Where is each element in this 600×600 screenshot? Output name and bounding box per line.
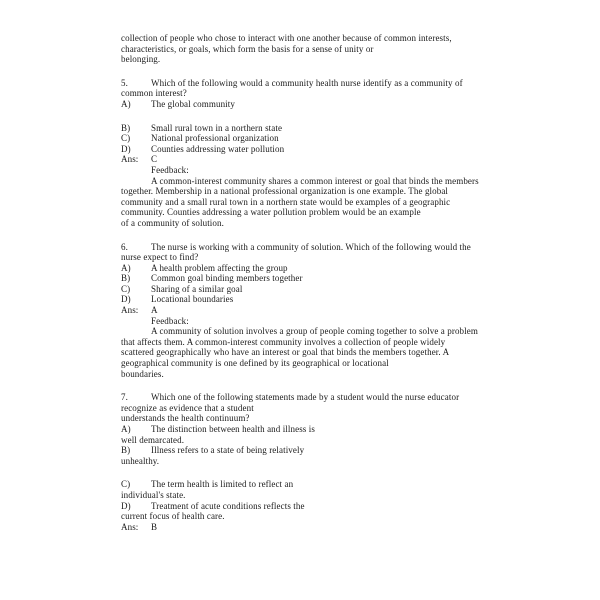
line-text: Illness refers to a state of being relatively [151, 445, 305, 456]
line-label: Ans: [121, 521, 139, 532]
line-text: Which one of the following statements made by a student would the nurse educator [151, 392, 460, 403]
line-text: Small rural town in a northern state [151, 122, 283, 133]
line-text: C [151, 154, 158, 165]
line-text: community and a small rural town in a northern state would be examples of a geographic [121, 196, 451, 207]
text-line [121, 326, 487, 337]
text-line [121, 316, 487, 327]
line-text: current focus of health care. [121, 511, 225, 522]
labeled-line [121, 133, 487, 144]
line-text: Treatment of acute conditions reflects the [151, 500, 305, 511]
line-text: The term health is limited to reflect an [151, 479, 294, 490]
labeled-line [121, 479, 487, 490]
text-line [121, 54, 487, 65]
text-line [121, 197, 487, 208]
labeled-line [121, 501, 487, 512]
text-line [121, 347, 487, 358]
line-text: Locational boundaries [151, 294, 234, 305]
line-label: Ans: [121, 154, 139, 165]
labeled-line [121, 294, 487, 305]
line-text: Counties addressing water pollution [151, 143, 285, 154]
line-label: A) [121, 424, 131, 434]
labeled-line [121, 284, 487, 295]
labeled-line [121, 154, 487, 165]
text-block [121, 78, 487, 110]
line-label: D) [121, 294, 131, 305]
line-label: C) [121, 479, 131, 490]
line-label: B) [121, 122, 131, 133]
text-block [121, 479, 487, 532]
line-text: A health problem affecting the group [151, 262, 288, 273]
line-text: nurse expect to find? [121, 252, 199, 263]
line-label: C) [121, 133, 131, 144]
labeled-line [121, 445, 487, 456]
line-text: together. Membership in a national professional organization is one example. The global [121, 186, 449, 197]
labeled-line [121, 522, 487, 533]
line-text: The distinction between health and illness is [151, 424, 315, 434]
text-block [121, 392, 487, 466]
document-text-column [121, 33, 487, 532]
text-line [121, 358, 487, 369]
text-line [121, 88, 487, 99]
line-text: The global community [151, 98, 235, 109]
text-line [121, 511, 487, 522]
line-text: Feedback: [151, 315, 189, 326]
text-block [121, 33, 487, 65]
line-label: 5. [121, 77, 128, 88]
text-line [121, 435, 487, 446]
line-text: Which of the following would a community health nurse identify as a community of [151, 77, 463, 88]
line-text: collection of people who chose to interact with one another because of common interests, [121, 33, 452, 43]
line-label: D) [121, 143, 131, 154]
labeled-line [121, 263, 487, 274]
text-line [121, 176, 487, 187]
labeled-line [121, 242, 487, 253]
line-text: characteristics, or goals, which form the basis for a sense of unity or [121, 43, 374, 54]
labeled-line [121, 78, 487, 89]
text-line [121, 403, 487, 414]
text-line [121, 490, 487, 501]
labeled-line [121, 123, 487, 134]
line-text: community. Counties addressing a water pollution problem would be an example [121, 207, 421, 218]
line-text: A [151, 305, 158, 316]
text-line [121, 33, 487, 44]
line-text: recognize as evidence that a student [121, 402, 254, 413]
line-text: boundaries. [121, 368, 164, 379]
line-label: 7. [121, 392, 128, 403]
line-text: belonging. [121, 54, 161, 65]
line-text: common interest? [121, 88, 187, 99]
line-text: National professional organization [151, 133, 279, 144]
text-line [121, 207, 487, 218]
line-text: individual's state. [121, 489, 186, 500]
labeled-line [121, 99, 487, 110]
line-text: Sharing of a similar goal [151, 283, 243, 294]
line-text: B [151, 521, 158, 532]
line-text: scattered geographically who have an interest or goal that binds the members together. A [121, 347, 450, 358]
text-block [121, 242, 487, 380]
line-label: B) [121, 445, 131, 456]
line-text: A common-interest community shares a common interest or goal that binds the members [151, 175, 479, 186]
line-text: that affects them. A common-interest community involves a collection of people widely [121, 336, 446, 347]
line-label: B) [121, 273, 131, 284]
text-block [121, 123, 487, 229]
line-text: well demarcated. [121, 434, 185, 445]
line-label: Ans: [121, 305, 139, 316]
text-line [121, 337, 487, 348]
line-text: Feedback: [151, 164, 189, 175]
labeled-line [121, 305, 487, 316]
line-text: understands the health continuum? [121, 413, 250, 424]
labeled-line [121, 273, 487, 284]
line-text: unhealthy. [121, 455, 160, 466]
line-label: A) [121, 98, 131, 109]
text-line [121, 44, 487, 55]
labeled-line [121, 424, 487, 435]
labeled-line [121, 392, 487, 403]
text-line [121, 218, 487, 229]
text-line [121, 165, 487, 176]
line-text: Common goal binding members together [151, 273, 303, 284]
text-line [121, 252, 487, 263]
line-text: geographical community is one defined by its geographical or locational [121, 358, 389, 369]
text-line [121, 186, 487, 197]
text-line [121, 413, 487, 424]
line-label: D) [121, 500, 131, 511]
line-label: 6. [121, 241, 128, 252]
labeled-line [121, 144, 487, 155]
line-label: A) [121, 262, 131, 273]
text-line [121, 456, 487, 467]
line-text: The nurse is working with a community of solution. Which of the following would the [151, 241, 471, 252]
text-line [121, 369, 487, 380]
line-text: A community of solution involves a group of people coming together to solve a problem [151, 326, 478, 337]
line-text: of a community of solution. [121, 217, 224, 228]
line-label: C) [121, 283, 131, 294]
